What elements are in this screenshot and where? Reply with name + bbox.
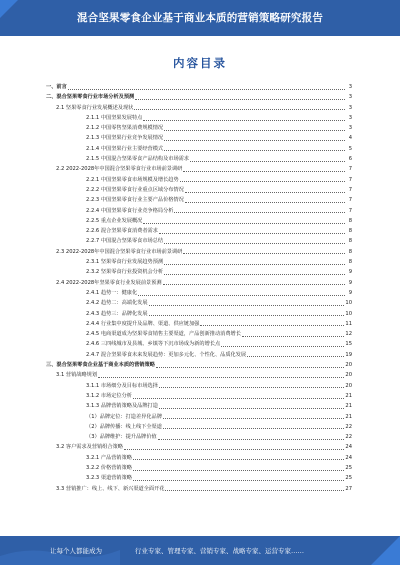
toc-leader-dots — [159, 233, 345, 234]
toc-entry-page: 20 — [345, 382, 352, 389]
toc-entry-page: 11 — [345, 320, 352, 327]
toc-leader-dots — [68, 89, 345, 90]
toc-entry[interactable] — [46, 350, 352, 360]
toc-entry[interactable] — [46, 288, 352, 298]
toc-leader-dots — [133, 470, 344, 471]
toc-entry-page: 25 — [345, 475, 352, 482]
toc-entry-label: 3.1.3 品牌营销策略及品牌打造 — [86, 401, 159, 411]
toc-entry-page: 25 — [345, 464, 352, 471]
toc-entry-label: 2.4 2022-2028年坚果零食行业发展前景预测 — [56, 278, 163, 288]
toc-entry[interactable] — [46, 412, 352, 422]
toc-entry[interactable] — [46, 319, 352, 329]
table-of-contents — [46, 82, 352, 494]
toc-entry[interactable] — [46, 144, 352, 154]
toc-leader-dots — [143, 120, 345, 121]
toc-entry-page: 20 — [345, 372, 352, 379]
toc-entry[interactable] — [46, 206, 352, 216]
toc-entry[interactable] — [46, 370, 352, 380]
toc-entry-page: 24 — [345, 444, 352, 451]
toc-entry[interactable] — [46, 226, 352, 236]
toc-entry-page: 7 — [348, 197, 352, 204]
toc-entry[interactable] — [46, 360, 352, 370]
toc-entry-page: 8 — [348, 248, 352, 255]
toc-entry-label: 3.1 营销战略规划 — [56, 370, 98, 380]
toc-entry-page: 3 — [348, 84, 352, 90]
toc-entry-label: 3.2 客户需求及营销组合策略 — [56, 442, 124, 452]
toc-entry[interactable] — [46, 401, 352, 411]
toc-leader-dots — [174, 212, 345, 213]
toc-entry-page: 22 — [345, 423, 352, 430]
toc-entry-page: 9 — [348, 269, 352, 276]
toc-entry-page: 7 — [348, 207, 352, 214]
toc-entry[interactable] — [46, 484, 352, 494]
toc-entry-page: 3 — [348, 125, 352, 132]
toc-entry[interactable] — [46, 236, 352, 246]
toc-entry[interactable] — [46, 82, 352, 92]
toc-entry[interactable] — [46, 257, 352, 267]
toc-leader-dots — [138, 295, 345, 296]
toc-entry-page: 10 — [345, 300, 352, 307]
toc-leader-dots — [135, 99, 345, 100]
toc-entry-page: 10 — [345, 310, 352, 317]
toc-entry-label: 2.2.6 混合坚果零食消费者需求 — [86, 226, 159, 236]
toc-leader-dots — [164, 150, 345, 151]
toc-entry-label: 2.2.5 重点企业发展概况 — [86, 216, 143, 226]
toc-entry[interactable] — [46, 422, 352, 432]
toc-leader-dots — [185, 192, 345, 193]
toc-leader-dots — [156, 367, 344, 368]
toc-leader-dots — [242, 336, 344, 337]
toc-entry-label: 2.4.6 三四线城市及县城、乡镇等下沉市场成为新的增长点 — [86, 339, 221, 349]
toc-entry-page: 6 — [348, 156, 352, 163]
toc-entry-label: 2.1.4 中国坚果行业主要经营模式 — [86, 144, 164, 154]
toc-leader-dots — [163, 284, 345, 285]
toc-entry[interactable] — [46, 216, 352, 226]
toc-entry-page: 5 — [348, 145, 352, 152]
toc-entry-page: 8 — [348, 217, 352, 224]
toc-entry-page: 3 — [348, 104, 352, 111]
toc-leader-dots — [133, 459, 344, 460]
toc-entry[interactable] — [46, 267, 352, 277]
toc-entry[interactable] — [46, 247, 352, 257]
toc-entry-label: 2.1.3 中国坚果行业竞争发展情况 — [86, 133, 164, 143]
toc-entry-page: 4 — [348, 135, 352, 142]
toc-entry[interactable] — [46, 154, 352, 164]
toc-leader-dots — [149, 315, 345, 316]
toc-entry[interactable] — [46, 391, 352, 401]
toc-entry-page: 9 — [348, 289, 352, 296]
report-header — [0, 0, 400, 36]
toc-entry[interactable] — [46, 473, 352, 483]
toc-entry[interactable] — [46, 339, 352, 349]
toc-leader-dots — [124, 449, 344, 450]
toc-entry-label: 一、前言 — [46, 82, 68, 92]
toc-leader-dots — [185, 202, 345, 203]
toc-entry-label: 二、混合坚果零食行业市场分析及预测 — [46, 92, 135, 102]
toc-entry[interactable] — [46, 442, 352, 452]
toc-entry-label: 三、混合坚果零食企业基于商业本质的营销策略 — [46, 360, 156, 370]
toc-entry-page: 21 — [345, 392, 352, 399]
toc-entry-label: 2.3.1 坚果零食行业发展趋势预测 — [86, 257, 164, 267]
toc-leader-dots — [163, 428, 344, 429]
toc-entry-label: 3.2.3 渠道营销策略 — [86, 473, 133, 483]
toc-entry[interactable] — [46, 453, 352, 463]
toc-entry-page: 20 — [345, 362, 352, 369]
toc-entry-page: 3 — [348, 114, 352, 121]
toc-entry[interactable] — [46, 298, 352, 308]
toc-leader-dots — [247, 356, 344, 357]
toc-leader-dots — [200, 325, 344, 326]
toc-entry[interactable] — [46, 185, 352, 195]
toc-entry-page: 12 — [345, 331, 352, 338]
toc-entry-label: （2）品牌传播：线上线下全渠道 — [86, 422, 163, 432]
toc-leader-dots — [165, 490, 344, 491]
toc-entry-label: 2.1 坚果零食行业发展概述及现状 — [56, 103, 134, 113]
toc-entry-page: 8 — [348, 228, 352, 235]
toc-entry-page: 22 — [345, 434, 352, 441]
toc-entry-page: 7 — [348, 166, 352, 173]
toc-entry-page: 9 — [348, 279, 352, 286]
toc-entry[interactable] — [46, 175, 352, 185]
toc-entry-label: 2.1.5 中国混合坚果零食产品结构及市场需求 — [86, 154, 190, 164]
toc-entry-label: 2.2.7 中国混合坚果零食市场总结 — [86, 236, 164, 246]
toc-entry-label: 2.3.2 坚果零食行业投资机会分析 — [86, 267, 164, 277]
toc-entry[interactable] — [46, 329, 352, 339]
toc-entry-page: 3 — [348, 94, 352, 101]
toc-entry-label: 2.2 2022-2028年中国混合坚果零食行业市场前景调研 — [56, 164, 183, 174]
toc-entry-label: （1）品牌定位：打造差异化品牌 — [86, 412, 163, 422]
toc-leader-dots — [98, 377, 344, 378]
toc-entry-label: 3.2.2 价格营销策略 — [86, 463, 133, 473]
toc-leader-dots — [183, 253, 345, 254]
toc-leader-dots — [164, 243, 345, 244]
toc-entry-label: 2.2.3 中国坚果零食行业主要产品价格情况 — [86, 195, 185, 205]
toc-leader-dots — [159, 408, 344, 409]
toc-entry-label: 2.4.1 趋势一：健康化 — [86, 288, 138, 298]
toc-entry-page: 19 — [345, 351, 352, 358]
toc-entry-label: 3.3 营销推广：线上、线下、新兴渠道全面开花 — [56, 484, 165, 494]
toc-leader-dots — [164, 130, 345, 131]
toc-entry-page: 15 — [345, 341, 352, 348]
toc-entry[interactable] — [46, 164, 352, 174]
toc-entry-label: 2.4.3 趋势三：品牌化发展 — [86, 309, 149, 319]
toc-entry-page: 7 — [348, 176, 352, 183]
toc-entry-label: 2.2.2 中国坚果零食行业重点区域分布情况 — [86, 185, 185, 195]
footer-corner-decoration — [371, 536, 400, 565]
toc-entry-page: 21 — [345, 403, 352, 410]
toc-leader-dots — [133, 480, 344, 481]
toc-leader-dots — [164, 140, 345, 141]
toc-entry[interactable] — [46, 381, 352, 391]
toc-leader-dots — [221, 346, 344, 347]
toc-entry-label: 2.4.4 行业集中度提升及品牌、渠道、供应链加强 — [86, 319, 200, 329]
toc-entry-label: 2.1.1 中国坚果发展特点 — [86, 113, 143, 123]
toc-leader-dots — [149, 305, 345, 306]
toc-heading: 内容目录 — [173, 56, 227, 70]
toc-entry-label: 2.4.2 趋势二：高端化发展 — [86, 298, 149, 308]
toc-leader-dots — [143, 223, 345, 224]
toc-entry-page: 24 — [345, 454, 352, 461]
toc-leader-dots — [164, 264, 345, 265]
toc-entry[interactable] — [46, 133, 352, 143]
toc-leader-dots — [163, 418, 344, 419]
toc-entry-label: 2.1.2 中国零售坚果消费规模情况 — [86, 123, 164, 133]
toc-entry[interactable] — [46, 309, 352, 319]
toc-entry[interactable] — [46, 463, 352, 473]
toc-entry[interactable] — [46, 123, 352, 133]
toc-leader-dots — [133, 398, 344, 399]
toc-entry-label: （3）品牌维护：提升品牌价值 — [86, 432, 158, 442]
toc-entry-page: 27 — [345, 485, 352, 492]
toc-leader-dots — [158, 439, 345, 440]
footer-slogan-left: 让每个人都能成为 — [50, 547, 102, 555]
toc-entry-label: 2.4.7 混合坚果零食未来发展趋势：更加多元化、个性化、品质化发展 — [86, 350, 247, 360]
toc-entry-label: 2.2.1 中国坚果零食市场规模及增长趋势 — [86, 175, 180, 185]
toc-leader-dots — [190, 161, 345, 162]
toc-entry[interactable] — [46, 113, 352, 123]
toc-entry[interactable] — [46, 432, 352, 442]
toc-entry-label: 2.4.5 电商渠道成为坚果零食销售主要渠道，产品创新推动消费增长 — [86, 329, 242, 339]
toc-leader-dots — [180, 181, 345, 182]
toc-leader-dots — [134, 109, 345, 110]
toc-entry[interactable] — [46, 195, 352, 205]
footer-slogan-right: 行业专家、管理专家、营销专家、战略专家、运营专家…… — [135, 547, 304, 555]
toc-entry-page: 8 — [348, 259, 352, 266]
toc-entry-page: 7 — [348, 186, 352, 193]
toc-leader-dots — [164, 274, 345, 275]
toc-entry-page: 21 — [345, 413, 352, 420]
toc-entry[interactable] — [46, 92, 352, 102]
toc-entry[interactable] — [46, 278, 352, 288]
toc-entry-label: 3.1.1 市场细分及目标市场选择 — [86, 381, 159, 391]
toc-entry-label: 2.3 2022-2028年中国混合坚果零食行业市场前景调研 — [56, 247, 183, 257]
toc-entry-label: 3.1.2 市场定位分析 — [86, 391, 133, 401]
toc-leader-dots — [183, 171, 345, 172]
toc-leader-dots — [159, 387, 344, 388]
report-title: 混合坚果零食企业基于商业本质的营销策略研究报告 — [76, 12, 324, 24]
toc-entry-label: 3.2.1 产品营销策略 — [86, 453, 133, 463]
toc-entry[interactable] — [46, 103, 352, 113]
toc-entry-page: 8 — [348, 238, 352, 245]
toc-entry-label: 2.2.4 中国坚果零食行业竞争格局分析 — [86, 206, 174, 216]
report-footer — [0, 536, 400, 565]
